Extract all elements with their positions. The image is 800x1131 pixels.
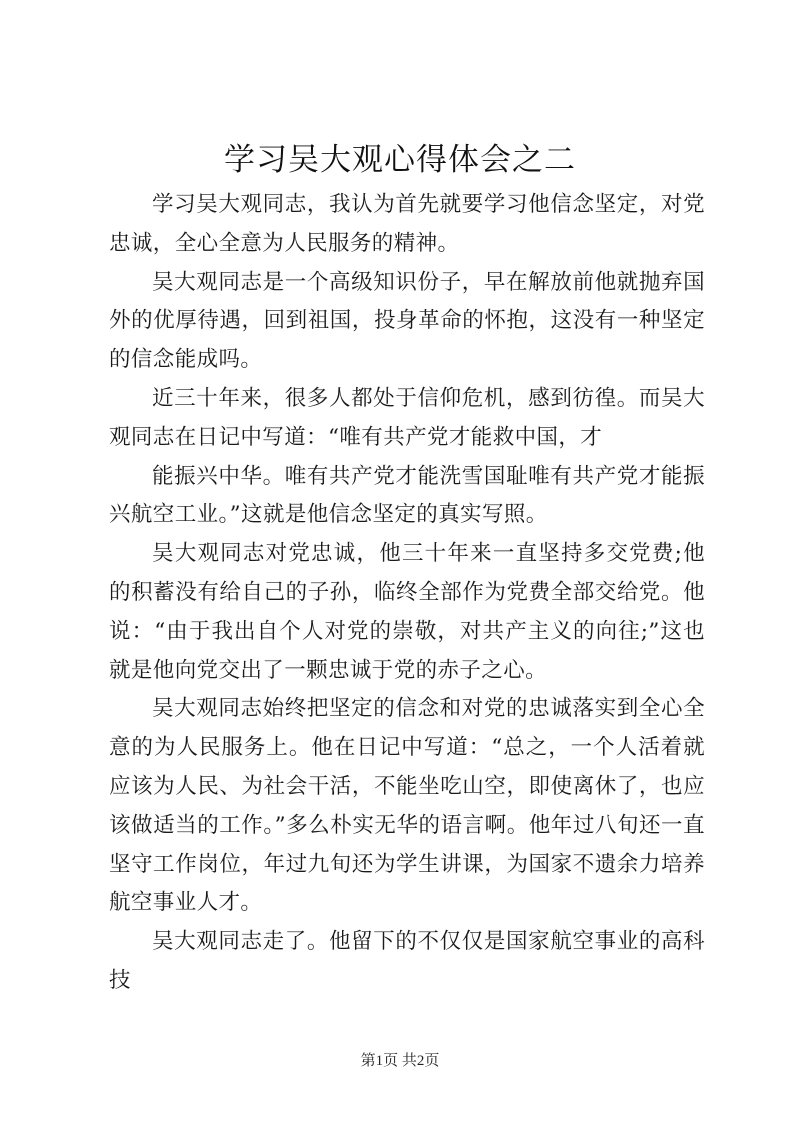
paragraph: 吴大观同志走了。他留下的不仅仅是国家航空事业的高科技 bbox=[109, 929, 705, 993]
paragraph: 吴大观同志是一个高级知识份子，早在解放前他就抛弃国外的优厚待遇，回到祖国，投身革命的怀抱，这没有一种坚定的信念能成吗。 bbox=[109, 269, 705, 373]
document-title: 学习吴大观心得体会之二 bbox=[224, 142, 576, 178]
paragraph: 近三十年来，很多人都处于信仰危机，感到彷徨。而吴大观同志在日记中写道：“唯有共产党才能救中国，才 bbox=[109, 385, 705, 450]
paragraph: 吴大观同志始终把坚定的信念和对党的忠诚落实到全心全意的为人民服务上。他在日记中写道：“总之，一个人活着就应该为人民、为社会干活，不能坐吃山空，即使离休了，也应该做适当的工作。”多么朴实无华的语言啊。他年过八旬还一直坚守工作岗位，年过九旬还为学生讲课，为国家不遗余力培养航空事业人才。 bbox=[109, 696, 705, 916]
page-footer: 第1页 共2页 bbox=[360, 1053, 440, 1069]
document-body bbox=[109, 186, 705, 1001]
paragraph: 学习吴大观同志，我认为首先就要学习他信念坚定，对党忠诚，全心全意为人民服务的精神。 bbox=[109, 192, 705, 256]
paragraph: 吴大观同志对党忠诚，他三十年来一直坚持多交党费;他的积蓄没有给自己的子孙，临终全部作为党费全部交给党。他说：“由于我出自个人对党的崇敬，对共产主义的向往;”这也就是他向党交出了一颗忠诚于党的赤子之心。 bbox=[109, 541, 705, 683]
paragraph: 能振兴中华。唯有共产党才能洗雪国耻唯有共产党才能振兴航空工业。”这就是他信念坚定的真实写照。 bbox=[109, 463, 705, 528]
